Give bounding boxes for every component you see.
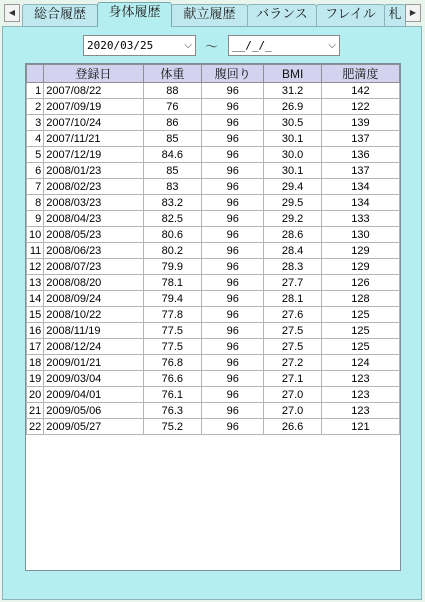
cell-weight: 77.5 [143, 339, 201, 355]
cell-date: 2009/04/01 [44, 387, 143, 403]
cell-bmi: 27.6 [264, 307, 322, 323]
cell-waist: 96 [202, 147, 264, 163]
cell-obesity: 139 [321, 115, 399, 131]
cell-date: 2008/11/19 [44, 323, 143, 339]
cell-date: 2008/09/24 [44, 291, 143, 307]
column-header-obesity[interactable]: 肥満度 [321, 65, 399, 83]
cell-weight: 75.2 [143, 419, 201, 435]
cell-bmi: 28.3 [264, 259, 322, 275]
cell-weight: 79.9 [143, 259, 201, 275]
tab-balance[interactable]: バランス [247, 4, 317, 26]
table-row[interactable] [27, 307, 400, 323]
cell-weight: 76 [143, 99, 201, 115]
table-row[interactable] [27, 163, 400, 179]
cell-date: 2009/01/21 [44, 355, 143, 371]
row-number: 13 [27, 275, 44, 291]
row-number: 8 [27, 195, 44, 211]
cell-bmi: 29.4 [264, 179, 322, 195]
cell-weight: 76.3 [143, 403, 201, 419]
cell-bmi: 27.0 [264, 403, 322, 419]
cell-waist: 96 [202, 115, 264, 131]
tab-strip [0, 0, 425, 27]
cell-obesity: 130 [321, 227, 399, 243]
cell-weight: 77.8 [143, 307, 201, 323]
cell-obesity: 134 [321, 195, 399, 211]
cell-bmi: 27.0 [264, 387, 322, 403]
cell-bmi: 30.0 [264, 147, 322, 163]
cell-date: 2009/05/27 [44, 419, 143, 435]
cell-waist: 96 [202, 291, 264, 307]
row-number: 1 [27, 83, 44, 99]
cell-waist: 96 [202, 355, 264, 371]
cell-weight: 84.6 [143, 147, 201, 163]
cell-weight: 77.5 [143, 323, 201, 339]
tab-general-history[interactable]: 総合履歴 [22, 4, 98, 26]
row-number: 9 [27, 211, 44, 227]
cell-waist: 96 [202, 339, 264, 355]
cell-obesity: 128 [321, 291, 399, 307]
column-header-rownum [27, 65, 44, 83]
from-date-select[interactable] [83, 35, 196, 56]
row-number: 7 [27, 179, 44, 195]
table-row[interactable] [27, 179, 400, 195]
cell-date: 2007/08/22 [44, 83, 143, 99]
cell-date: 2009/05/06 [44, 403, 143, 419]
column-header-waist[interactable]: 腹回り [202, 65, 264, 83]
cell-bmi: 26.9 [264, 99, 322, 115]
table-row[interactable] [27, 147, 400, 163]
cell-weight: 76.8 [143, 355, 201, 371]
tab-scroll-left-button[interactable]: ◀ [4, 4, 20, 22]
tab-scroll-right-button[interactable]: ▶ [405, 4, 421, 22]
cell-obesity: 123 [321, 403, 399, 419]
table-row[interactable] [27, 339, 400, 355]
table-row[interactable] [27, 227, 400, 243]
row-number: 11 [27, 243, 44, 259]
row-number: 21 [27, 403, 44, 419]
cell-waist: 96 [202, 163, 264, 179]
cell-obesity: 136 [321, 147, 399, 163]
table-row[interactable] [27, 195, 400, 211]
table-row[interactable] [27, 403, 400, 419]
table-row[interactable] [27, 83, 400, 99]
column-header-bmi[interactable]: BMI [264, 65, 322, 83]
row-number: 17 [27, 339, 44, 355]
table-row[interactable] [27, 115, 400, 131]
cell-waist: 96 [202, 419, 264, 435]
table-row[interactable] [27, 355, 400, 371]
table-row[interactable] [27, 387, 400, 403]
tab-frailty[interactable]: フレイル [316, 4, 385, 26]
cell-obesity: 133 [321, 211, 399, 227]
cell-weight: 85 [143, 163, 201, 179]
cell-waist: 96 [202, 323, 264, 339]
cell-waist: 96 [202, 403, 264, 419]
body-history-grid[interactable] [25, 63, 401, 571]
cell-obesity: 125 [321, 339, 399, 355]
cell-bmi: 30.1 [264, 131, 322, 147]
table-row[interactable] [27, 419, 400, 435]
row-number: 4 [27, 131, 44, 147]
cell-obesity: 121 [321, 419, 399, 435]
cell-waist: 96 [202, 371, 264, 387]
cell-date: 2008/03/23 [44, 195, 143, 211]
cell-obesity: 134 [321, 179, 399, 195]
cell-waist: 96 [202, 195, 264, 211]
tab-body-history[interactable]: 身体履歴 [97, 2, 172, 27]
cell-waist: 96 [202, 83, 264, 99]
cell-date: 2007/09/19 [44, 99, 143, 115]
row-number: 15 [27, 307, 44, 323]
column-header-weight[interactable]: 体重 [143, 65, 201, 83]
chevron-down-icon: ⌵ [184, 40, 192, 51]
cell-weight: 79.4 [143, 291, 201, 307]
cell-date: 2008/02/23 [44, 179, 143, 195]
table-row[interactable] [27, 243, 400, 259]
cell-obesity: 124 [321, 355, 399, 371]
cell-weight: 82.5 [143, 211, 201, 227]
cell-waist: 96 [202, 259, 264, 275]
cell-date: 2008/06/23 [44, 243, 143, 259]
cell-date: 2008/07/23 [44, 259, 143, 275]
cell-weight: 76.1 [143, 387, 201, 403]
cell-waist: 96 [202, 131, 264, 147]
cell-weight: 76.6 [143, 371, 201, 387]
row-number: 18 [27, 355, 44, 371]
cell-obesity: 142 [321, 83, 399, 99]
cell-bmi: 30.1 [264, 163, 322, 179]
column-header-date[interactable]: 登録日 [44, 65, 143, 83]
cell-date: 2008/01/23 [44, 163, 143, 179]
cell-bmi: 27.5 [264, 339, 322, 355]
table-row[interactable] [27, 99, 400, 115]
tab-partial[interactable]: 札 [384, 4, 406, 26]
cell-waist: 96 [202, 179, 264, 195]
row-number: 20 [27, 387, 44, 403]
cell-obesity: 123 [321, 371, 399, 387]
cell-waist: 96 [202, 275, 264, 291]
table-row[interactable] [27, 131, 400, 147]
cell-date: 2007/12/19 [44, 147, 143, 163]
row-number: 22 [27, 419, 44, 435]
cell-weight: 88 [143, 83, 201, 99]
cell-date: 2007/10/24 [44, 115, 143, 131]
row-number: 19 [27, 371, 44, 387]
cell-bmi: 29.5 [264, 195, 322, 211]
cell-weight: 80.6 [143, 227, 201, 243]
table-row[interactable] [27, 291, 400, 307]
cell-bmi: 30.5 [264, 115, 322, 131]
cell-bmi: 28.6 [264, 227, 322, 243]
cell-bmi: 31.2 [264, 83, 322, 99]
row-number: 12 [27, 259, 44, 275]
cell-obesity: 123 [321, 387, 399, 403]
cell-bmi: 29.2 [264, 211, 322, 227]
table-row[interactable] [27, 259, 400, 275]
cell-waist: 96 [202, 227, 264, 243]
row-number: 5 [27, 147, 44, 163]
cell-weight: 83.2 [143, 195, 201, 211]
cell-waist: 96 [202, 387, 264, 403]
table-row[interactable] [27, 211, 400, 227]
cell-weight: 80.2 [143, 243, 201, 259]
cell-bmi: 26.6 [264, 419, 322, 435]
row-number: 6 [27, 163, 44, 179]
table-row[interactable] [27, 275, 400, 291]
table-row[interactable] [27, 371, 400, 387]
row-number: 3 [27, 115, 44, 131]
cell-waist: 96 [202, 307, 264, 323]
tab-menu-history[interactable]: 献立履歴 [171, 4, 248, 26]
cell-date: 2008/10/22 [44, 307, 143, 323]
cell-weight: 86 [143, 115, 201, 131]
row-number: 10 [27, 227, 44, 243]
cell-waist: 96 [202, 211, 264, 227]
cell-obesity: 122 [321, 99, 399, 115]
row-number: 14 [27, 291, 44, 307]
cell-waist: 96 [202, 243, 264, 259]
cell-obesity: 129 [321, 243, 399, 259]
cell-weight: 83 [143, 179, 201, 195]
cell-obesity: 125 [321, 323, 399, 339]
cell-bmi: 28.1 [264, 291, 322, 307]
cell-obesity: 126 [321, 275, 399, 291]
row-number: 2 [27, 99, 44, 115]
cell-date: 2009/03/04 [44, 371, 143, 387]
cell-weight: 85 [143, 131, 201, 147]
cell-obesity: 129 [321, 259, 399, 275]
row-number: 16 [27, 323, 44, 339]
cell-obesity: 137 [321, 131, 399, 147]
cell-date: 2008/04/23 [44, 211, 143, 227]
cell-bmi: 27.2 [264, 355, 322, 371]
cell-bmi: 28.4 [264, 243, 322, 259]
to-date-value: __/_/_ [232, 39, 272, 52]
cell-bmi: 27.5 [264, 323, 322, 339]
cell-obesity: 137 [321, 163, 399, 179]
cell-waist: 96 [202, 99, 264, 115]
table-row[interactable] [27, 323, 400, 339]
cell-bmi: 27.7 [264, 275, 322, 291]
to-date-select[interactable] [228, 35, 340, 56]
table-header-row [27, 65, 400, 83]
cell-date: 2008/05/23 [44, 227, 143, 243]
chevron-down-icon: ⌵ [328, 40, 336, 51]
cell-obesity: 125 [321, 307, 399, 323]
cell-date: 2008/08/20 [44, 275, 143, 291]
cell-bmi: 27.1 [264, 371, 322, 387]
history-table [26, 64, 400, 435]
cell-date: 2008/12/24 [44, 339, 143, 355]
cell-date: 2007/11/21 [44, 131, 143, 147]
from-date-value: 2020/03/25 [87, 39, 154, 52]
cell-weight: 78.1 [143, 275, 201, 291]
date-range-separator: ～ [205, 40, 219, 55]
